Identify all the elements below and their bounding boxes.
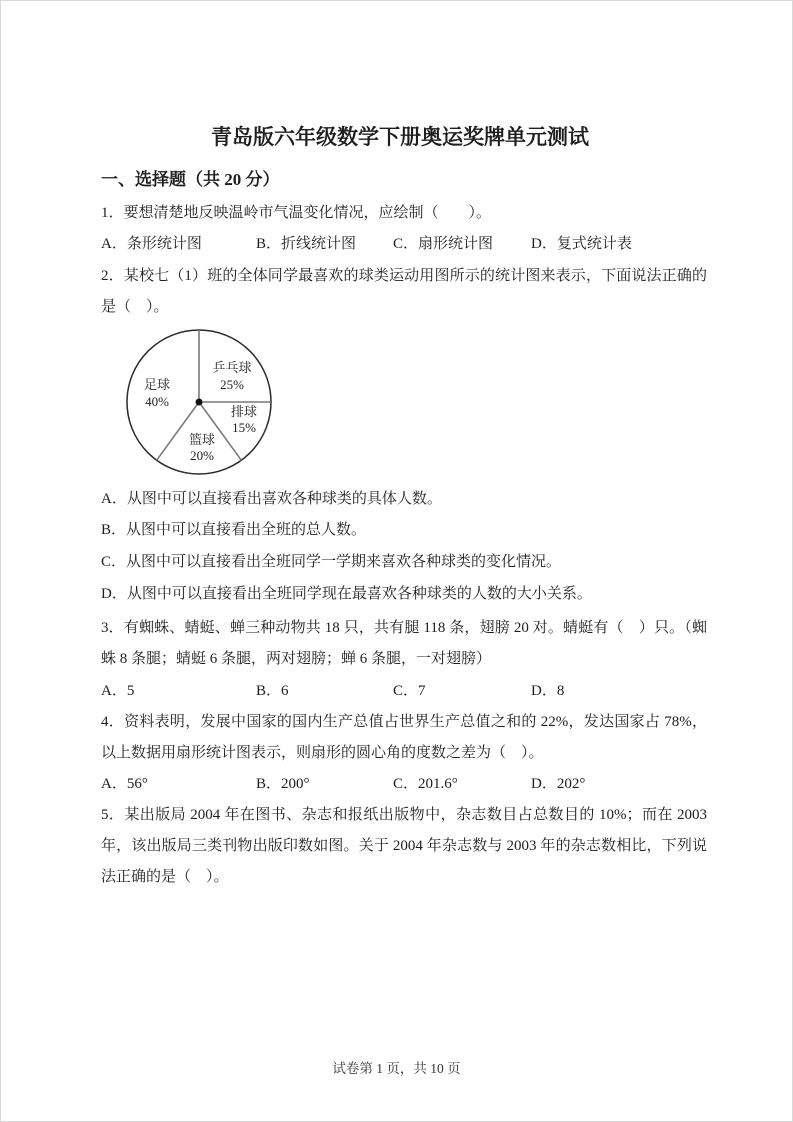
pie-chart — [101, 327, 707, 472]
q2-option-d: D．从图中可以直接看出全班同学现在最喜欢各种球类的人数的大小关系。 — [101, 586, 592, 602]
pie-chart-svg — [119, 327, 279, 477]
q3-option-b: B．6 — [256, 683, 289, 699]
slice-value-basketball: 20% — [190, 448, 214, 463]
page-footer: 试卷第 1 页，共 10 页 — [332, 1061, 461, 1076]
q3-option-c: C．7 — [393, 683, 426, 699]
q4-option-d: D．202° — [531, 776, 586, 792]
question-3-options — [101, 676, 707, 707]
slice-value-pingpong: 25% — [220, 377, 244, 392]
q1-option-d: D．复式统计表 — [531, 236, 632, 252]
q2-option-c: C．从图中可以直接看出全班同学一学期来喜欢各种球类的变化情况。 — [101, 554, 562, 570]
question-4-options — [101, 769, 707, 800]
question-1-text: 1．要想清楚地反映温岭市气温变化情况，应绘制（ ）。 — [101, 205, 492, 221]
slice-label-football: 足球 — [143, 377, 171, 392]
question-4-text-line1: 4．资料表明，发展中国家的国内生产总值占世界生产总值之和的 22%，发达国家占 78%， — [101, 714, 707, 730]
question-1-options — [101, 229, 707, 260]
q1-option-b: B．折线统计图 — [256, 236, 357, 252]
question-5-text-line3: 法正确的是（ ）。 — [101, 869, 229, 885]
q2-option-b: B．从图中可以直接看出全班的总人数。 — [101, 522, 367, 538]
question-5-text-line1: 5．某出版局 2004 年在图书、杂志和报纸出版物中，杂志数目占总数目的 10%；而在 2003 — [101, 807, 707, 823]
q3-option-a: A．5 — [101, 683, 135, 699]
question-5-text-line2: 年，该出版局三类刊物出版印数如图。关于 2004 年杂志数与 2003 年的杂志数相比，下列说 — [101, 838, 707, 854]
slice-label-pingpong: 乒乓球 — [212, 360, 252, 375]
q3-option-d: D．8 — [531, 683, 565, 699]
slice-value-volleyball: 15% — [232, 420, 256, 435]
q4-option-a: A．56° — [101, 776, 148, 792]
section-heading: 一、选择题（共 20 分） — [101, 170, 280, 189]
pie-center-dot — [196, 399, 203, 406]
question-3-text-line2: 蛛 8 条腿；蜻蜓 6 条腿，两对翅膀；蝉 6 条腿，一对翅膀） — [101, 651, 492, 667]
slice-label-volleyball: 排球 — [230, 404, 258, 419]
slice-label-basketball: 篮球 — [188, 432, 216, 447]
slice-value-football: 40% — [145, 394, 169, 409]
q4-option-b: B．200° — [256, 776, 310, 792]
q4-option-c: C．201.6° — [393, 776, 458, 792]
page-title: 青岛版六年级数学下册奥运奖牌单元测试 — [211, 125, 589, 149]
question-3-text-line1: 3．有蜘蛛、蜻蜓、蝉三种动物共 18 只，共有腿 118 条，翅膀 20 对。蜻蜓有（ ）只。（蜘 — [101, 620, 707, 636]
question-2-text-line1: 2．某校七（1）班的全体同学最喜欢的球类运动用图所示的统计图来表示，下面说法正确的 — [101, 268, 707, 284]
q2-option-a: A．从图中可以直接看出喜欢各种球类的具体人数。 — [101, 491, 442, 507]
q1-option-c: C．扇形统计图 — [393, 236, 494, 252]
q1-option-a: A．条形统计图 — [101, 236, 202, 252]
question-2-text-line2: 是（ ）。 — [101, 299, 169, 315]
question-4-text-line2: 以上数据用扇形统计图表示，则扇形的圆心角的度数之差为（ ）。 — [101, 745, 544, 761]
